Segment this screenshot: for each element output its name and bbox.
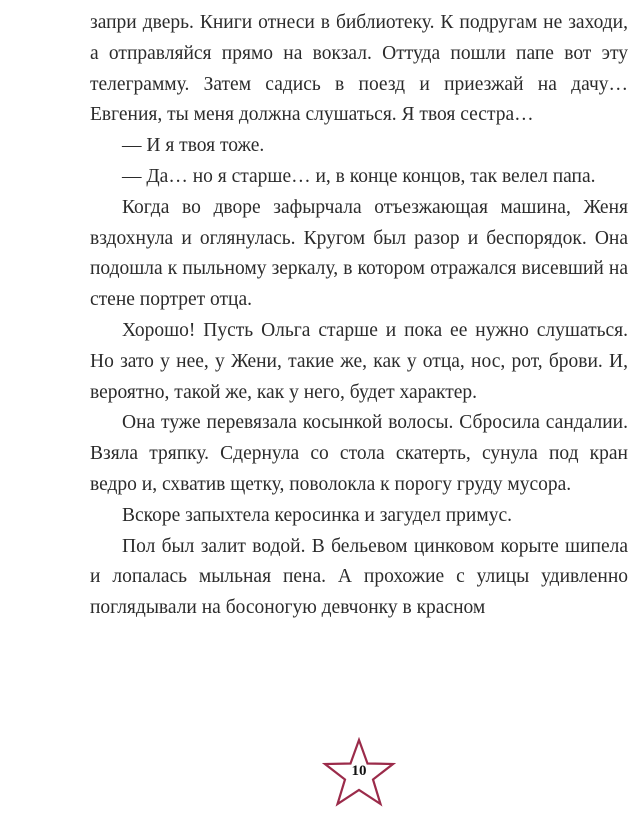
paragraph: Когда во дворе зафырчала отъезжающая машина, Женя вздохнула и оглянулась. Кругом был разор и беспорядок. Она подошла к пыльному зеркалу, в котором отражался висевший на стене портрет отца.: [90, 196, 628, 311]
dialogue-line: — И я твоя тоже.: [122, 135, 265, 157]
page-number-badge: [322, 737, 396, 809]
paragraph: Хорошо! Пусть Ольга старше и пока ее нужно слушаться. Но зато у нее, у Жени, такие же, как у отца, нос, рот, брови. И, вероятно, такой же, как у него, будет характер.: [90, 319, 628, 403]
dialogue-line: — Да… но я старше… и, в конце концов, так велел папа.: [122, 165, 596, 187]
paragraph: Она туже перевязала косынкой волосы. Сбросила сандалии. Взяла тряпку. Сдернула со стола скатерть, сунула под кран ведро и, схватив щетку, поволокла к порогу груду мусора.: [90, 412, 628, 495]
paragraph: Вскоре запыхтела керосинка и загудел примус.: [122, 504, 512, 526]
page-number: 10: [351, 763, 367, 779]
paragraph-continuation: запри дверь. Книги отнеси в библиотеку. К подругам не заходи, а отправляйся прямо на вокзал. Оттуда пошли папе вот эту телеграмму. Затем садись в поезд и приезжай на дачу… Евгения, ты меня должна слушаться. Я твоя сестра…: [90, 12, 628, 126]
paragraph: Пол был залит водой. В бельевом цинковом корыте шипела и лопалась мыльная пена. А прохожие с улицы удивленно поглядывали на босоногую девчонку в красном: [90, 535, 628, 619]
body-text: [90, 8, 628, 624]
